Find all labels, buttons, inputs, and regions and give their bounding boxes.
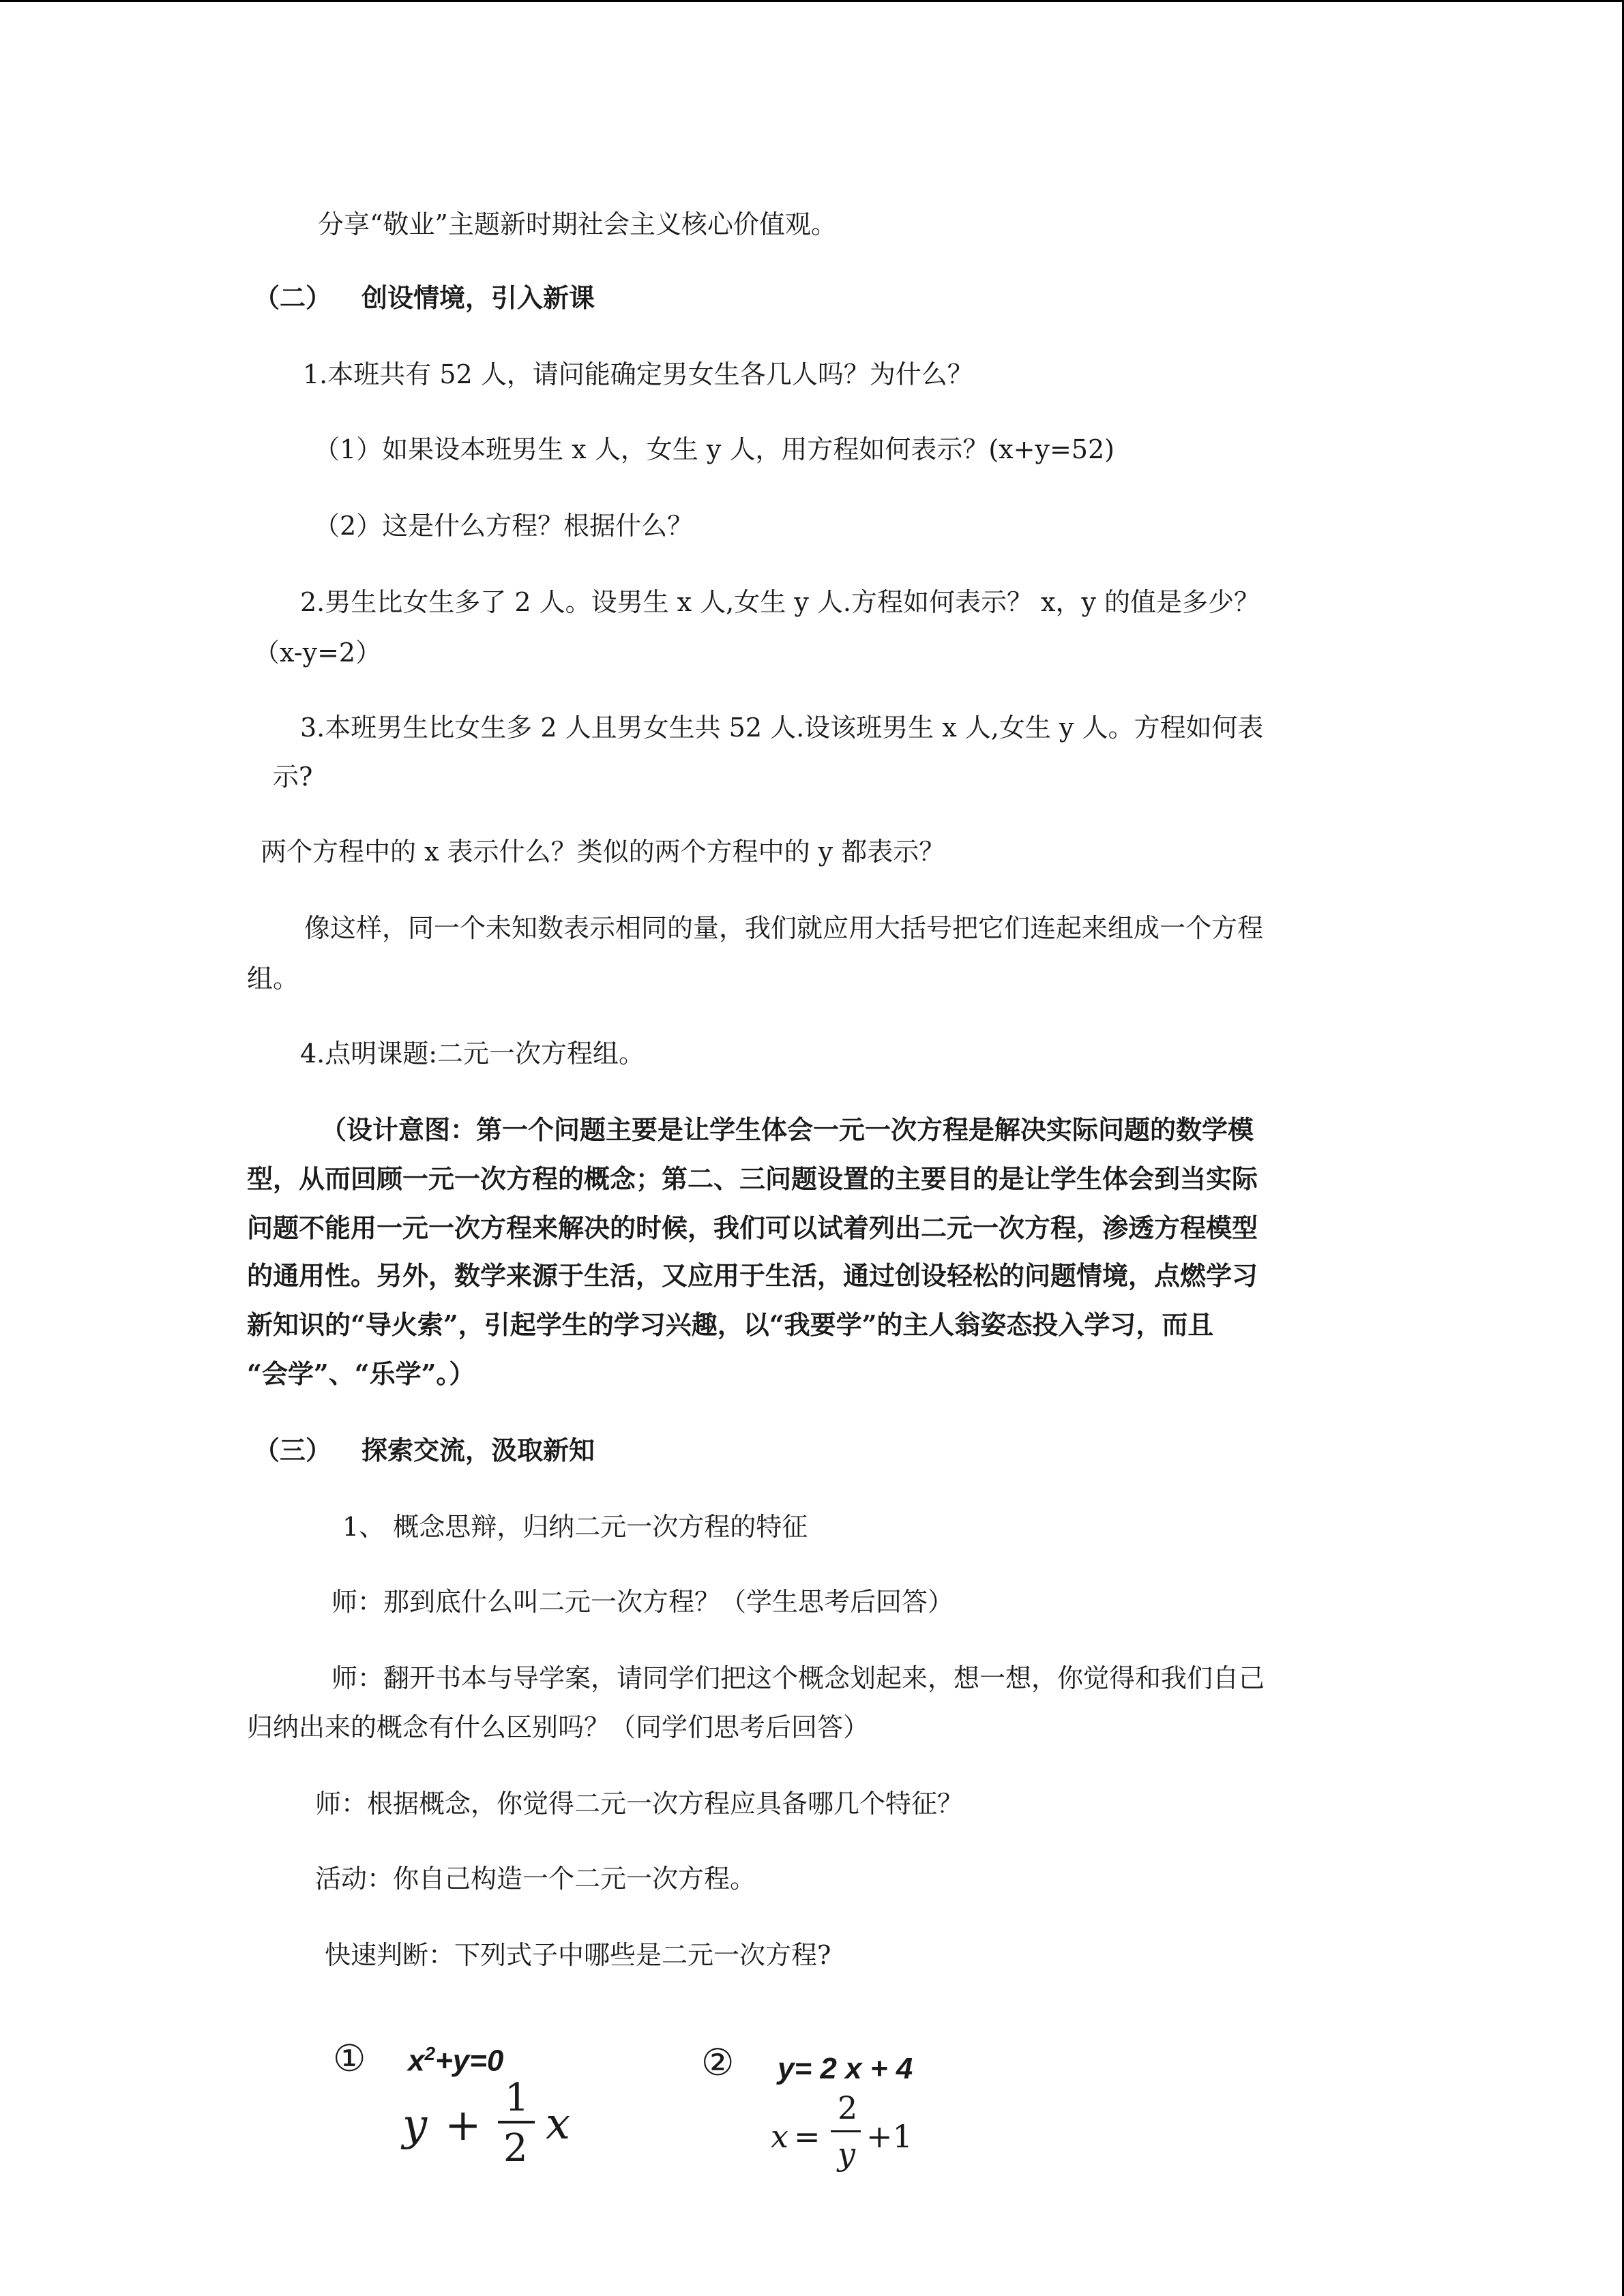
section-number: （二） <box>254 282 332 313</box>
text-line: 归纳出来的概念有什么区别吗？（同学们思考后回答） <box>247 1712 870 1742</box>
text-line: 活动：你自己构造一个二元一次方程。 <box>315 1864 756 1894</box>
text-line: 2.男生比女生多了 2 人。设男生 x 人,女生 y 人.方程如何表示？ x，y 的值是多少？ <box>300 587 1260 617</box>
text-line: （1）如果设本班男生 x 人，女生 y 人，用方程如何表示？(x+y=52) <box>314 434 1114 464</box>
expr2-numerator: 2 <box>838 2089 858 2126</box>
circled-number-1: ① <box>333 2037 366 2080</box>
equation-2: y= 2 x + 4 <box>778 2052 913 2085</box>
design-intent-line: 型，从而回顾一元一次方程的概念；第二、三问题设置的主要目的是让学生体会到当实际 <box>247 1163 1258 1194</box>
text-line: 4.点明课题:二元一次方程组。 <box>300 1039 645 1069</box>
text-line: 师：根据概念，你觉得二元一次方程应具备哪几个特征？ <box>315 1789 964 1819</box>
equation-1 <box>408 2044 503 2076</box>
expr1-fraction-bar <box>498 2121 535 2123</box>
eq1-rest: +y=0 <box>435 2044 504 2078</box>
text-line: 组。 <box>247 964 299 994</box>
design-intent-line: “会学”、“乐学”。） <box>247 1358 475 1389</box>
expr2-plus-one: +1 <box>866 2118 913 2155</box>
expr2-denominator: y <box>838 2136 855 2173</box>
expr2-equals: = <box>794 2118 821 2155</box>
text-line: （2）这是什么方程？根据什么？ <box>314 511 694 541</box>
eq1-base: x <box>408 2044 425 2078</box>
text-line: 两个方程中的 x 表示什么？类似的两个方程中的 y 都表示？ <box>261 837 945 867</box>
section-number: （三） <box>254 1435 332 1465</box>
design-intent-line: （设计意图：第一个问题主要是让学生体会一元一次方程是解决实际问题的数学模 <box>321 1114 1254 1145</box>
eq1-exponent: 2 <box>424 2043 436 2064</box>
circled-number-2: ② <box>701 2041 735 2084</box>
text-line: 师：翻开书本与导学案，请同学们把这个概念划起来，想一想，你觉得和我们自己 <box>331 1663 1265 1693</box>
text-line: （x-y=2） <box>254 638 382 668</box>
expr2-x: x <box>771 2118 788 2155</box>
text-line: 快速判断：下列式子中哪些是二元一次方程? <box>325 1940 831 1970</box>
expr1-x: x <box>546 2099 571 2149</box>
expr1-y: y <box>402 2100 428 2151</box>
design-intent-line: 的通用性。另外，数学来源于生活，又应用于生活，通过创设轻松的问题情境，点燃学习 <box>247 1260 1258 1291</box>
design-intent-line: 新知识的“导火索”，引起学生的学习兴趣，以“我要学”的主人翁姿态投入学习，而且 <box>247 1309 1214 1340</box>
expr1-denominator: 2 <box>503 2126 528 2171</box>
text-line: 3.本班男生比女生多 2 人且男女生共 52 人.设该班男生 x 人,女生 y 人。方程如何表 <box>300 713 1264 743</box>
text-line: 示? <box>273 762 313 792</box>
text-line: 1、 概念思辩，归纳二元一次方程的特征 <box>342 1512 808 1542</box>
expr1-plus: + <box>445 2100 482 2151</box>
text-line: 师：那到底什么叫二元一次方程？（学生思考后回答） <box>331 1587 954 1617</box>
text-line: 1.本班共有 52 人，请问能确定男女生各几人吗？为什么？ <box>303 359 973 389</box>
text-line: 像这样，同一个未知数表示相同的量，我们就应用大括号把它们连起来组成一个方程 <box>304 913 1264 943</box>
expr1-numerator: 1 <box>505 2076 529 2120</box>
design-intent-line: 问题不能用一元一次方程来解决的时候，我们可以试着列出二元一次方程，渗透方程模型 <box>247 1212 1258 1243</box>
section-heading: 创设情境，引入新课 <box>361 282 595 313</box>
section-heading: 探索交流，汲取新知 <box>361 1435 595 1465</box>
expr2-fraction-bar <box>831 2130 861 2132</box>
text-line: 分享“敬业”主题新时期社会主义核心价值观。 <box>318 209 837 239</box>
